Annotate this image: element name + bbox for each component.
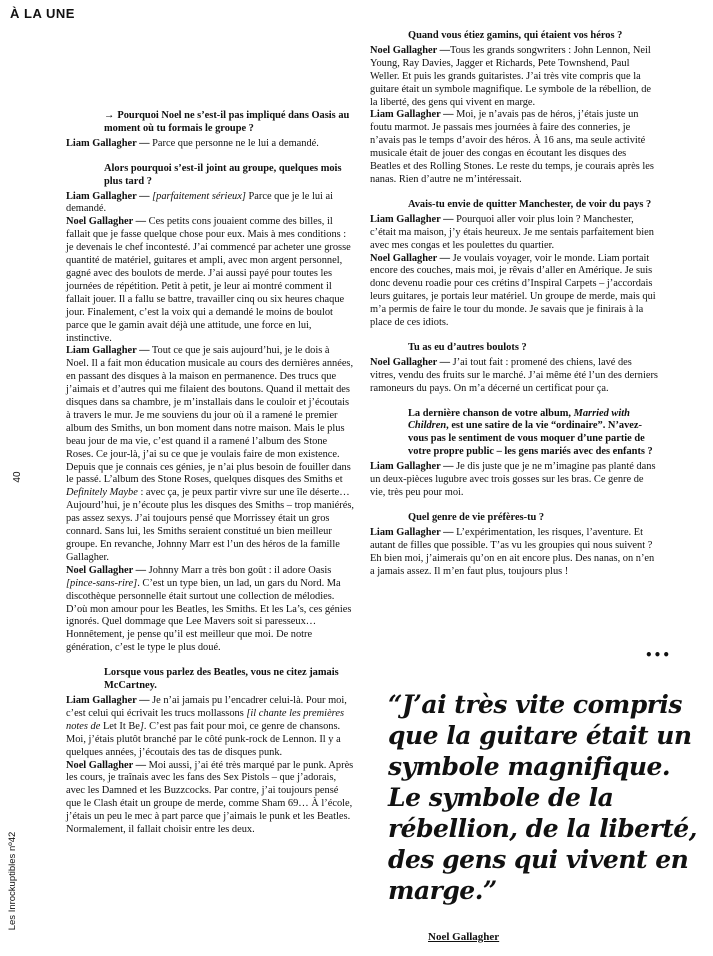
speaker-name: Liam Gallagher —: [370, 461, 454, 473]
speaker-name: Liam Gallagher —: [66, 694, 150, 706]
speaker-name: Noel Gallagher —: [370, 356, 451, 368]
interview-answer: Liam Gallagher — L’expérimentation, les risques, l’aventure. Et autant de filles que possible. T’as vu les groupies qui nous suivent ? Eh bien moi, j’aimerais qu’on en ait encore plus. Des nanas, on n’en a jamais assez. Il m’en faut plus, toujours plus !: [370, 526, 655, 577]
interview-answer: Liam Gallagher — Pourquoi aller voir plus loin ? Manchester, c’était ma maison, j’y étais heureux. Je me sentais parfaitement bien avec mes congas et les poulettes du quartier.: [370, 213, 654, 251]
interview-answer: Noel Gallagher — Johnny Marr a très bon goût : il adore Oasis [pince-sans-rire]. C’est un type bien, un lad, un gars du Nord. Ma discothèque personnelle était surtout une collection de mélodies. D’où mon amour pour les Beatles, les Smiths. Et les La’s, ces génies ignorés. Quel dommage que Lee Mavers soit si paresseux… Honnêtement, je pense qu’il est meilleur que moi. De notre génération, c’est le type le plus doué.: [66, 564, 352, 654]
interview-answer: Noel Gallagher — Je voulais voyager, voir le monde. Liam portait encore des couches, mais moi, je rêvais d’aller en Amérique. Je suis donc devenu roadie pour ces crétins d’Inspiral Carpets – j’accordais leurs guitares, je portais leur matériel. Un groupe de merde, mais qui m’a permis de faire le tour du monde. Je savais que je finirais à la place de ces idiots.: [370, 252, 656, 329]
speaker-name: Noel Gallagher —: [66, 759, 147, 771]
page-number: 40: [12, 471, 23, 483]
interview-question: Quand vous étiez gamins, qui étaient vos héros ?: [408, 30, 623, 41]
interview-question: Avais-tu envie de quitter Manchester, de voir du pays ?: [408, 198, 652, 210]
interview-answer: Liam Gallagher — Je n’ai jamais pu l’encadrer celui-là. Pour moi, c’est celui qui écrivait les trucs mollassons [il chante les premières notes de Let It Be]. C’est pas fait pour moi, ce genre de chansons. Moi, j’étais plutôt branché par le côté punk-rock de Lennon. Il y a quelques années, j’écoutais des tas de disques punk.: [66, 694, 347, 758]
interview-question: Lorsque vous parlez des Beatles, vous ne citez jamais McCartney.: [104, 667, 339, 692]
interview-block: [370, 199, 658, 330]
interview-block: [66, 163, 354, 655]
interview-block: [370, 30, 658, 187]
interview-answer: Noel Gallagher — Ces petits cons jouaient comme des billes, il fallait que je fasse quelque chose pour eux. Mais à mes conditions : je devenais le chef incontesté. J’ai commencé par acheter une grosse quantité de matériel, guitares et ampli, avec mon argent personnel, gagné avec des boulots de merde. J’ai aussi payé pour toutes les journées de répétition. Petit à petit, je leur ai montré comment il fallait jouer. Il a fallu se battre, travailler cinq ou six heures chaque jour. Finalement, c’est la voix qui a demandé le moins de boulot parce que le gamin avait déjà une attitude, une force en lui, instinctive.: [66, 216, 351, 344]
interview-answer: Liam Gallagher — [parfaitement sérieux] Parce que je le lui ai demandé.: [66, 190, 334, 215]
left-column: [66, 110, 354, 849]
interview-block: [370, 408, 658, 500]
interview-question: Alors pourquoi s’est-il joint au groupe, quelques mois plus tard ?: [104, 162, 342, 187]
interview-block: [66, 110, 354, 151]
speaker-name: Liam Gallagher —: [66, 190, 150, 202]
interview-answer: Liam Gallagher — Tout ce que je sais aujourd’hui, je le dois à Noel. Il a fait mon éducation musicale au cours des dernières années, en passant des disques à la maison en permanence. Des trucs que j’aimais et d’autres qui me filaient des boutons. Quand il mettait des disques dans sa chambre, je m’installais dans le couloir et j’écoutais à travers le mur. Je me souviens du jour où il a ramené le premier album des Smiths, un bon moment dans notre maison. Mais le plus beau jour de ma vie, c’est quand il a ramené l’album des Stone Roses. Ce jour-là, j’ai su ce que je voulais faire de mon existence. Depuis que je connais ces génies, je n’ai plus besoin de fouiller dans le passé. L’album des Stone Roses, quelques disques des Smiths et Definitely Maybe : avec ça, je peux partir vivre sur une île déserte… Aujourd’hui, je n’écoute plus les disques des Smiths – trop maniérés, pas assez sexys. J’ai toujours pensé que Morrissey était un gros connard. Sans lui, les Smiths seraient constitué un bien meilleur groupe. En revanche, Johnny Marr est l’un des héros de la famille Gallagher.: [66, 345, 355, 563]
interview-block: [66, 667, 354, 837]
speaker-name: Noel Gallagher —: [66, 564, 147, 576]
interview-answer: Liam Gallagher — Moi, je n’avais pas de héros, j’étais juste un foutu marmot. Je passais mes journées à faire des conneries, je n’avais pas le temps d’avoir des héros. À 16 ans, ma seule activité musicale était de jouer des congas en écoutant les disques des Beatles et des Rolling Stones. Le reste du temps, je courais après les nanas. Rien d’autre ne m’intéressait.: [370, 109, 654, 185]
speaker-name: Liam Gallagher —: [370, 213, 454, 225]
section-label: À LA UNE: [10, 6, 75, 21]
interview-block: [370, 342, 658, 396]
speaker-name: Liam Gallagher —: [370, 109, 454, 121]
pull-quote-attribution: Noel Gallagher: [428, 931, 500, 943]
interview-question: Tu as eu d’autres boulots ?: [408, 341, 527, 353]
speaker-name: Noel Gallagher —: [370, 252, 451, 264]
speaker-name: Liam Gallagher —: [66, 137, 150, 149]
arrow-icon: →: [104, 110, 115, 121]
interview-block: [370, 512, 658, 579]
speaker-name: Noel Gallagher —: [370, 44, 451, 56]
speaker-name: Liam Gallagher —: [370, 526, 454, 538]
magazine-label: Les Inrockuptibles nº42: [7, 831, 18, 931]
interview-question: La dernière chanson de votre album, Married with Children, est une satire de la vie “ordinaire”. N’avez-vous pas le sentiment de vous moquer d’une partie de votre propre public – les gens mariés avec des enfants ?: [408, 407, 653, 458]
pull-quote: “J’ai très vite compris que la guitare était un symbole magnifique. Le symbole de la rébellion, de la liberté, des gens qui vivent en marge.”: [388, 690, 697, 905]
speaker-name: Liam Gallagher —: [66, 345, 150, 357]
interview-question: → Pourquoi Noel ne s’est-il pas impliqué dans Oasis au moment où tu formais le groupe ?: [104, 110, 350, 134]
interview-answer: Liam Gallagher — Parce que personne ne le lui a demandé.: [66, 137, 319, 149]
speaker-name: Noel Gallagher —: [66, 216, 147, 228]
interview-question: Quel genre de vie préfères-tu ?: [408, 511, 545, 523]
interview-answer: Noel Gallagher — Moi aussi, j’ai été très marqué par le punk. Après les cours, je traînais avec les fans des Sex Pistols – que j’adorais, avec les Damned et les Buzzcocks. Par contre, j’ai toujours pensé que le Clash était un groupe de merde, comme Sham 69… À l’école, j’étais un peu le mec à part parce que j’aimais le punk et les Beatles. Normalement, il fallait choisir entre les deux.: [66, 759, 354, 836]
end-of-article-mark: •••: [645, 648, 672, 662]
interview-answer: Liam Gallagher — Je dis juste que je ne m’imagine pas planté dans un deux-pièces lugubre avec trois gosses sur les bras. Ce genre de vie, très peu pour moi.: [370, 461, 656, 498]
right-column: [370, 30, 658, 590]
interview-answer: Noel Gallagher — J’ai tout fait : promené des chiens, lavé des vitres, vendu des fruits sur le marché. J’ai même été l’un des derniers ramoneurs du pays. On m’a décerné un certificat pour ça.: [370, 356, 658, 394]
interview-answer: Noel Gallagher —Tous les grands songwriters : John Lennon, Neil Young, Ray Davies, Jagger et Richards, Pete Townshend, Paul Weller. Et puis les grands guitaristes. J’ai très vite compris que la guitare était un symbole magnifique. Le symbole de la rébellion, de la liberté, des gens qui vivent en marge.: [370, 44, 652, 108]
